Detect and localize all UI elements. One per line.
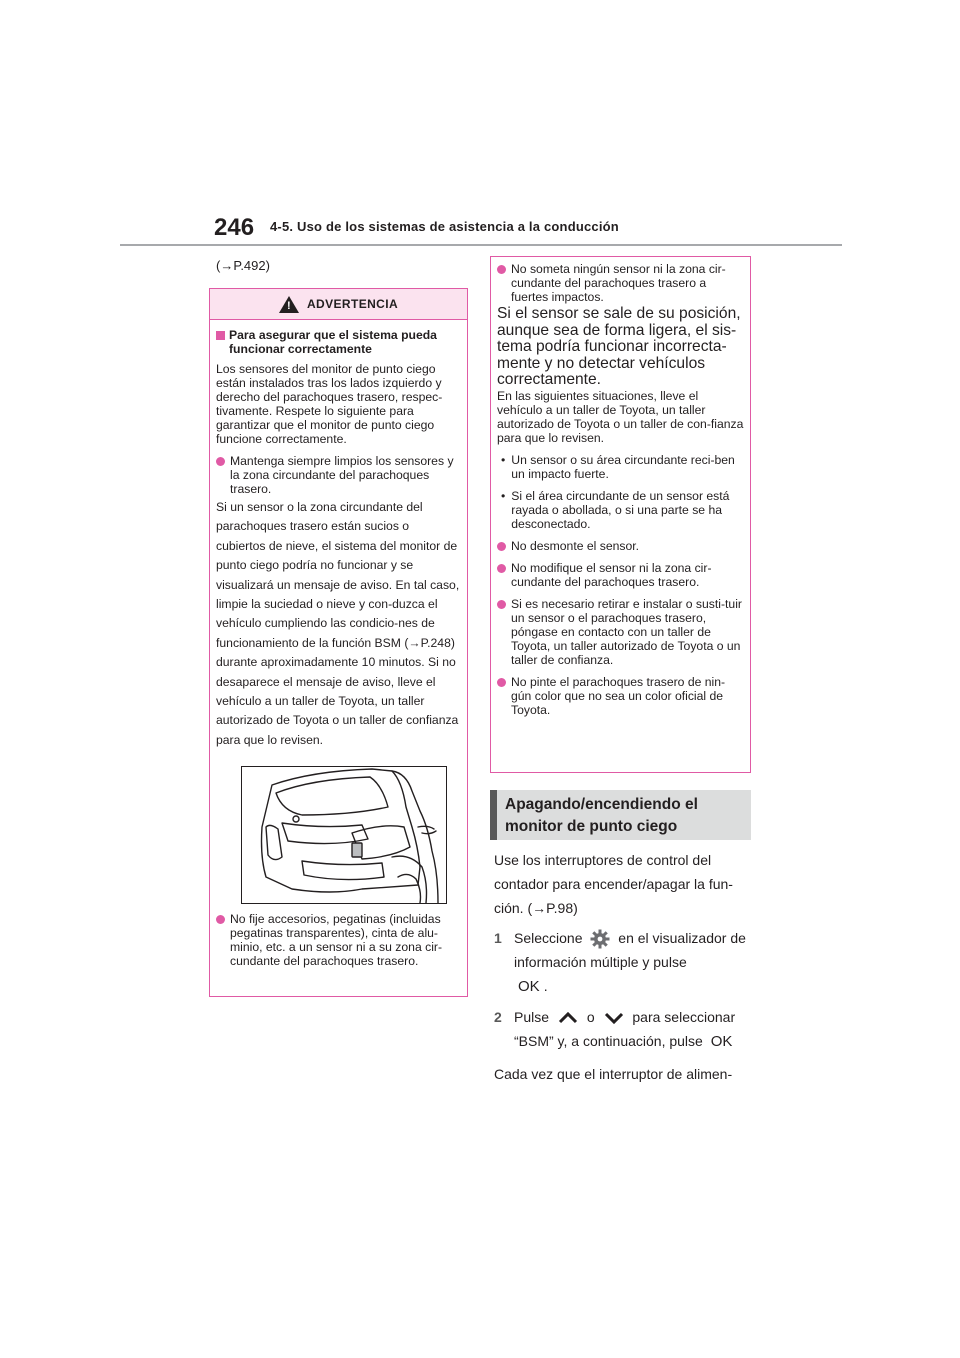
warning-header: [210, 289, 467, 320]
section-body: [494, 848, 754, 1086]
ok-icon: OK: [518, 978, 540, 995]
warning-triangle-icon: [279, 296, 299, 313]
list-item: [216, 454, 461, 496]
circle-bullet-icon: [497, 600, 506, 609]
bullet-text: No pinte el parachoques trasero de nin-gún color que no sea un color oficial de Toyota.: [511, 674, 726, 717]
list-item: [497, 597, 744, 667]
circle-bullet-icon: [216, 457, 225, 466]
circle-bullet-icon: [497, 678, 506, 687]
bullet-text: Si el área circundante de un sensor está rayada o abollada, o si una parte se ha desconectado.: [511, 488, 730, 531]
bullet-text: No fije accesorios, pegatinas (incluidas pegatinas transparentes), cinta de alu-minio, etc. a un sensor ni a su zona cir-cundante del parachoques trasero.: [230, 912, 443, 969]
list-item: [497, 539, 744, 553]
section-intro: Use los interruptores de control del contador para encender/apagar la fun-ción. (→P.98): [494, 852, 733, 916]
bullet-text: Mantenga siempre limpios los sensores y la zona circundante del parachoques trasero.: [230, 454, 454, 496]
circle-bullet-icon: [497, 265, 506, 274]
section-heading: Apagando/encendiendo el monitor de punto ciego: [490, 790, 751, 840]
step-text-or: o: [586, 1009, 595, 1025]
square-bullet-icon: [216, 331, 225, 340]
situations-text: En las siguientes situaciones, lleve el vehículo a un taller de Toyota, un taller autorizado de Toyota o un taller de con-fianza para que lo revisen.: [497, 388, 744, 445]
warning-section-heading: [216, 328, 461, 356]
warning-title: ADVERTENCIA: [306, 297, 399, 311]
dash-bullet: •: [501, 452, 506, 467]
car-rear-drawing: [242, 767, 446, 903]
list-item: [497, 675, 744, 717]
chevron-up-icon: [557, 1011, 579, 1025]
circle-bullet-icon: [497, 564, 506, 573]
bullet-text: No someta ningún sensor ni la zona cir-cundante del parachoques trasero a fuertes impactos.: [511, 262, 726, 304]
list-item: [497, 262, 744, 304]
rear-bumper-sensor-illustration: [241, 766, 447, 904]
step-text-after: en el visualizador de información múltiple y pulse: [514, 930, 746, 970]
bullet-text: No desmonte el sensor.: [511, 538, 640, 553]
step-text: [514, 1005, 754, 1054]
chevron-down-icon: [603, 1011, 625, 1025]
trailing-text: Cada vez que el interruptor de alimen-: [494, 1066, 733, 1082]
bullet-text: No modifique el sensor ni la zona cir-cundante del parachoques trasero.: [511, 560, 712, 589]
bullet-text: Un sensor o su área circundante reci-ben un impacto fuerte.: [511, 452, 735, 481]
warning-box-continued: [490, 256, 751, 773]
bullet-text: Si es necesario retirar e instalar o susti-tuir un sensor o el parachoques trasero, póngase en contacto con un taller de Toyota, un taller autorizado de Toyota o un taller de confianza.: [511, 596, 742, 667]
step-text-after: para seleccionar “BSM” y, a continuación, pulse: [514, 1009, 736, 1049]
warning-intro: Los sensores del monitor de punto ciego están instalados tras los lados izquierdo y derecho del parachoques trasero, respec-tivamente. Respete lo siguiente para garantizar que el monitor de punto ciego funcione correctamente.: [216, 362, 443, 446]
warning-section-title: Para asegurar que el sistema pueda funcionar correctamente: [229, 328, 437, 356]
step-number: 2: [494, 1009, 502, 1025]
ok-icon: OK: [710, 1033, 733, 1050]
step-2: [494, 1005, 754, 1054]
step-number: 1: [494, 930, 502, 946]
page-number: 246: [214, 214, 255, 241]
gear-icon: [590, 929, 610, 949]
step-text-end: .: [543, 978, 548, 994]
chapter-title: 4-5. Uso de los sistemas de asistencia a la conducción: [270, 219, 619, 234]
step-1: [494, 926, 754, 999]
step-text-before: Pulse: [514, 1009, 550, 1025]
dash-bullet: •: [501, 488, 506, 503]
list-item: [497, 561, 744, 589]
list-item: [497, 453, 744, 481]
header-divider: [120, 244, 842, 246]
step-text: [514, 926, 754, 999]
list-item: [216, 912, 461, 968]
circle-bullet-icon: [497, 542, 506, 551]
warning-box: [209, 288, 468, 997]
list-item: [497, 489, 744, 531]
misalignment-warning: Si el sensor se sale de su posición, aunque sea de forma ligera, el sis-tema podría funcionar incorrecta-mente y no detectar vehículos correctamente.: [497, 305, 741, 388]
page-reference: (→P.492): [216, 258, 270, 273]
step-text-before: Seleccione: [514, 930, 583, 946]
cleaning-instructions: Si un sensor o la zona circundante del parachoques trasero están sucios o cubiertos de nieve, el sistema del monitor de punto ciego podría no funcionar y se visualizará un mensaje de aviso. En tal caso, limpie la suciedad o nieve y con-duzca el vehículo cumpliendo las condicio-nes de funcionamiento de la función BSM (→P.248) durante aproximadamente 10 minutos. Si no desaparece el mensaje de aviso, lleve el vehículo a un taller de Toyota, un taller autorizado de Toyota o un taller de confianza para que lo revisen.: [216, 500, 460, 747]
circle-bullet-icon: [216, 915, 225, 924]
